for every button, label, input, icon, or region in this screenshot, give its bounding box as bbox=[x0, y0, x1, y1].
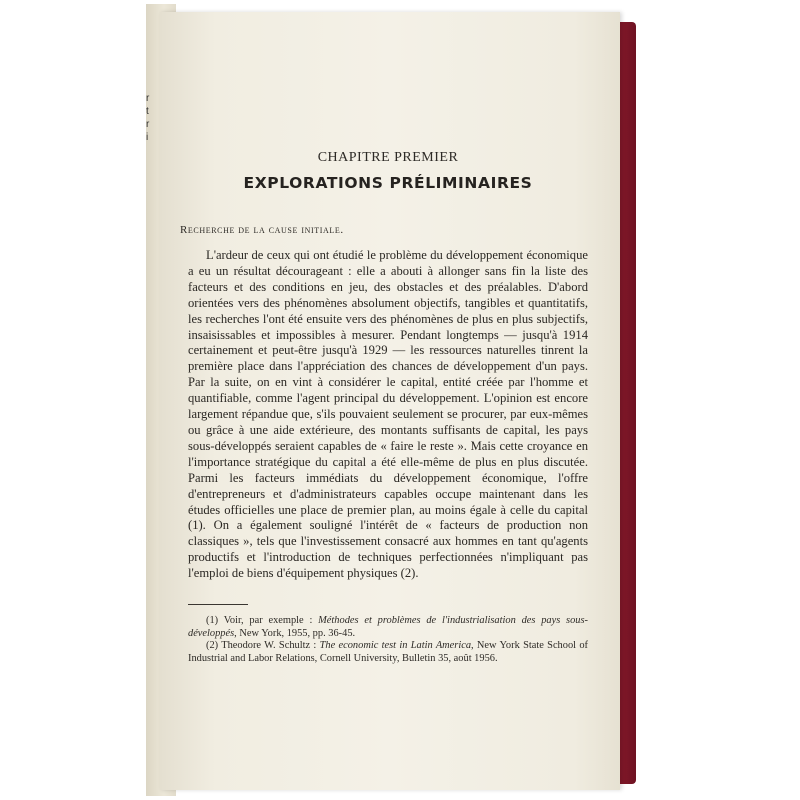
footnote-text: , New York State School of Industrial and Labor Relations, Cornell University, Bulletin 35, août 1956. bbox=[188, 640, 588, 664]
footnote-text: (2) Theodore W. Schultz : bbox=[206, 640, 320, 652]
footnote-text: (1) Voir, par exemple : bbox=[206, 615, 319, 627]
footnote-divider bbox=[188, 604, 248, 605]
margin-mark: i bbox=[146, 132, 149, 143]
margin-mark: r bbox=[146, 119, 150, 130]
footnote-text: , New York, 1955, pp. 36-45. bbox=[234, 627, 356, 639]
section-heading: Recherche de la cause initiale. bbox=[180, 224, 344, 236]
footnote-title: Méthodes et problèmes de l'industrialisation des pays sous-développés bbox=[188, 615, 588, 639]
chapter-label: CHAPITRE PREMIER bbox=[317, 150, 459, 165]
footnote-1 bbox=[188, 615, 588, 640]
margin-mark: t bbox=[146, 106, 149, 117]
footnote-title: The economic test in Latin America bbox=[319, 640, 472, 652]
margin-mark: r bbox=[146, 93, 150, 104]
chapter-title: EXPLORATIONS PRÉLIMINAIRES bbox=[243, 174, 533, 192]
body-paragraph: L'ardeur de ceux qui ont étudié le problème du développement économique a eu un résultat décourageant : elle a abouti à allonger sans fin la liste des facteurs et des conditions en jeu, des obstacles et des préalables. D'abord orientées vers des phénomènes absolument objectifs, tangibles et quantitatifs, les recherches l'ont été ensuite vers des phénomènes de plus en plus subjectifs, insaisissables et impossibles à mesurer. Pendant longtemps — jusqu'à 1914 certainement et peut-être jusqu'à 1929 — les ressources naturelles tinrent la première place dans l'appréciation des chances de développement d'un pays. Par la suite, on en vint à considérer le capital, entité créée par l'homme et quantifiable, comme l'agent principal du développement. L'opinion est encore largement répandue que, s'ils pouvaient seulement se procurer, par eux-mêmes ou grâce à une aide extérieure, des montants suffisants de capital, les pays sous-développés seraient capables de « faire le reste ». Mais cette croyance en l'importance stratégique du capital a été elle-même de plus en plus discutée. Parmi les facteurs immédiats du développement économique, l'offre d'entrepreneurs et d'administrateurs capables occupe maintenant dans les études officielles une place de premier plan, au moins égale à celle du capital (1). On a également souligné l'intérêt de « facteurs de production non classiques », tels que l'investissement consacré aux hommes en tant qu'agents productifs et l'introduction de techniques perfectionnées n'impliquant pas l'emploi de biens d'équipement physiques (2). bbox=[188, 248, 588, 581]
page-content bbox=[180, 150, 588, 665]
left-page-margin-marks bbox=[146, 92, 152, 202]
footnotes bbox=[188, 615, 588, 665]
footnote-2 bbox=[188, 640, 588, 665]
